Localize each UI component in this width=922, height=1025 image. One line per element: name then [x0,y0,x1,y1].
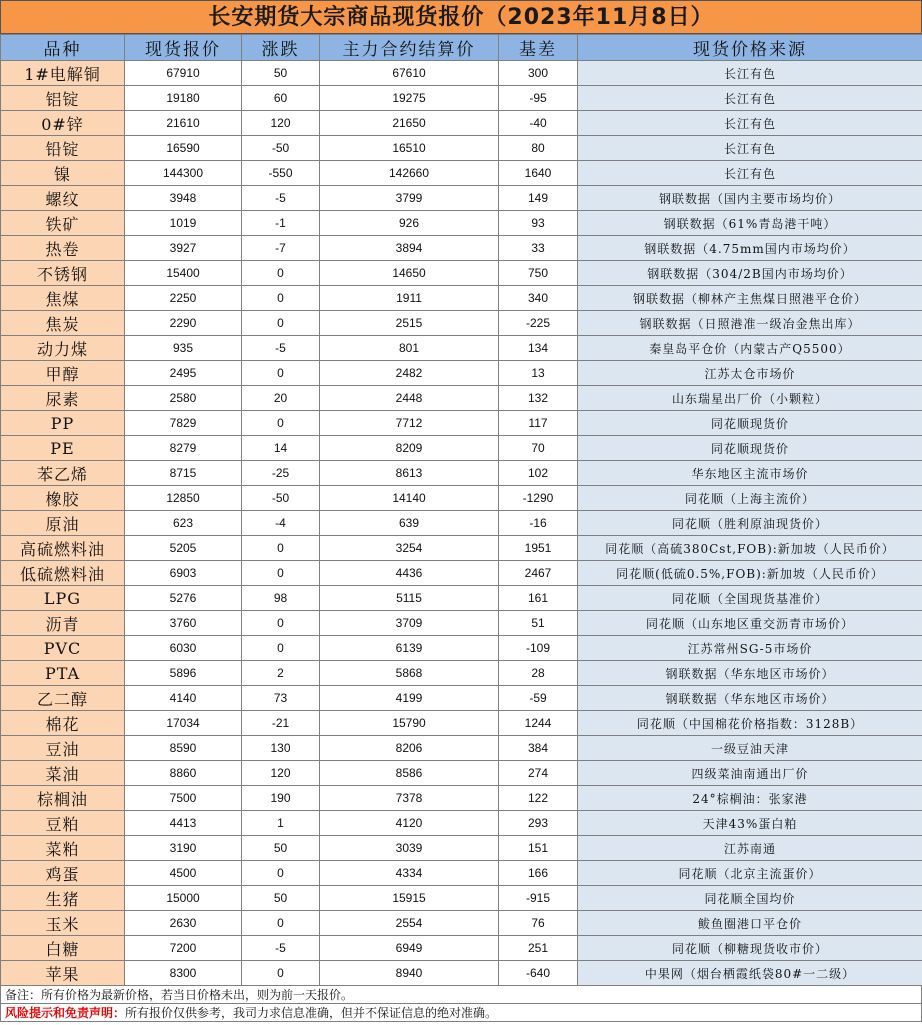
basis-cell: -1290 [499,486,578,511]
change-cell: -550 [242,161,320,186]
risk-label: 风险提示和免责声明： [5,1006,126,1020]
basis-cell: -640 [499,961,578,986]
settlement-cell: 4199 [320,686,499,711]
price-table [0,34,922,986]
change-cell: 0 [242,311,320,336]
change-cell: 50 [242,886,320,911]
source-cell: 长江有色 [578,161,922,186]
basis-cell: -915 [499,886,578,911]
table-row [1,961,922,986]
table-row [1,786,922,811]
change-cell: -5 [242,936,320,961]
table-row [1,436,922,461]
settlement-cell: 5868 [320,661,499,686]
basis-cell: 117 [499,411,578,436]
variety-cell: 0#锌 [1,111,125,136]
settlement-cell: 2448 [320,386,499,411]
change-cell: -50 [242,136,320,161]
source-cell: 长江有色 [578,86,922,111]
settlement-cell: 3894 [320,236,499,261]
spot-price-cell: 8300 [125,961,242,986]
variety-cell: 鸡蛋 [1,861,125,886]
basis-cell: 149 [499,186,578,211]
settlement-cell: 1911 [320,286,499,311]
variety-cell: LPG [1,586,125,611]
header-row [1,35,922,61]
settlement-cell: 7378 [320,786,499,811]
source-cell: 同花顺现货价 [578,411,922,436]
spot-price-cell: 2580 [125,386,242,411]
change-cell: -5 [242,186,320,211]
change-cell: 130 [242,736,320,761]
table-row [1,86,922,111]
change-cell: 0 [242,561,320,586]
variety-cell: 豆油 [1,736,125,761]
settlement-cell: 4436 [320,561,499,586]
table-row [1,336,922,361]
spot-price-cell: 7200 [125,936,242,961]
table-row [1,211,922,236]
source-cell: 鲅鱼圈港口平仓价 [578,911,922,936]
variety-cell: 动力煤 [1,336,125,361]
variety-cell: 焦煤 [1,286,125,311]
basis-cell: 274 [499,761,578,786]
settlement-cell: 16510 [320,136,499,161]
spot-price-cell: 5205 [125,536,242,561]
table-row [1,736,922,761]
basis-cell: 51 [499,611,578,636]
change-cell: -1 [242,211,320,236]
table-row [1,636,922,661]
basis-cell: 251 [499,936,578,961]
basis-cell: -40 [499,111,578,136]
variety-cell: 棉花 [1,711,125,736]
basis-cell: 80 [499,136,578,161]
variety-cell: 尿素 [1,386,125,411]
basis-cell: -59 [499,686,578,711]
spot-price-cell: 7500 [125,786,242,811]
spot-price-cell: 144300 [125,161,242,186]
spot-price-cell: 17034 [125,711,242,736]
spot-price-cell: 16590 [125,136,242,161]
variety-cell: 生猪 [1,886,125,911]
risk-disclaimer [0,1004,922,1022]
settlement-cell: 67610 [320,61,499,86]
basis-cell: 76 [499,911,578,936]
source-cell: 长江有色 [578,136,922,161]
variety-cell: 菜粕 [1,836,125,861]
settlement-cell: 15915 [320,886,499,911]
settlement-cell: 8586 [320,761,499,786]
basis-cell: 293 [499,811,578,836]
spot-price-cell: 67910 [125,61,242,86]
basis-cell: 33 [499,236,578,261]
spot-price-cell: 21610 [125,111,242,136]
settlement-cell: 801 [320,336,499,361]
table-row [1,711,922,736]
source-cell: 同花顺全国均价 [578,886,922,911]
variety-cell: 乙二醇 [1,686,125,711]
settlement-cell: 4120 [320,811,499,836]
settlement-cell: 21650 [320,111,499,136]
table-row [1,486,922,511]
settlement-cell: 4334 [320,861,499,886]
spot-price-cell: 2495 [125,361,242,386]
change-cell: 120 [242,761,320,786]
change-cell: 120 [242,111,320,136]
settlement-cell: 2515 [320,311,499,336]
change-cell: 1 [242,811,320,836]
settlement-cell: 142660 [320,161,499,186]
settlement-cell: 6949 [320,936,499,961]
basis-cell: -95 [499,86,578,111]
table-row [1,586,922,611]
change-cell: 14 [242,436,320,461]
basis-cell: 1640 [499,161,578,186]
change-cell: 0 [242,261,320,286]
basis-cell: 1244 [499,711,578,736]
spot-price-cell: 4413 [125,811,242,836]
table-row [1,236,922,261]
basis-cell: 151 [499,836,578,861]
spot-price-cell: 3948 [125,186,242,211]
table-row [1,261,922,286]
source-cell: 同花顺(低硫0.5%,FOB):新加坡（人民币价） [578,561,922,586]
basis-cell: 300 [499,61,578,86]
variety-cell: 焦炭 [1,311,125,336]
source-cell: 华东地区主流市场价 [578,461,922,486]
table-row [1,911,922,936]
table-row [1,836,922,861]
sheet-title: 长安期货大宗商品现货报价（2023年11月8日） [0,0,922,34]
change-cell: 60 [242,86,320,111]
variety-cell: 棕榈油 [1,786,125,811]
change-cell: -7 [242,236,320,261]
source-cell: 钢联数据（304/2B国内市场均价） [578,261,922,286]
source-cell: 钢联数据（4.75mm国内市场均价） [578,236,922,261]
table-row [1,411,922,436]
risk-text: 所有报价仅供参考，我司力求信息准确，但并不保证信息的绝对准确。 [125,1006,498,1020]
source-cell: 同花顺（高硫380Cst,FOB):新加坡（人民币价） [578,536,922,561]
variety-cell: 1#电解铜 [1,61,125,86]
change-cell: -21 [242,711,320,736]
change-cell: 0 [242,961,320,986]
settlement-cell: 639 [320,511,499,536]
basis-cell: -225 [499,311,578,336]
settlement-cell: 2482 [320,361,499,386]
settlement-cell: 7712 [320,411,499,436]
change-cell: 2 [242,661,320,686]
spot-price-cell: 8715 [125,461,242,486]
source-cell: 钢联数据（日照港准一级冶金焦出库） [578,311,922,336]
variety-cell: 甲醇 [1,361,125,386]
source-cell: 长江有色 [578,61,922,86]
variety-cell: 铁矿 [1,211,125,236]
settlement-cell: 2554 [320,911,499,936]
basis-cell: -16 [499,511,578,536]
basis-cell: 93 [499,211,578,236]
settlement-cell: 5115 [320,586,499,611]
spot-price-cell: 3927 [125,236,242,261]
source-cell: 江苏南通 [578,836,922,861]
spot-price-cell: 6903 [125,561,242,586]
basis-cell: 13 [499,361,578,386]
table-row [1,461,922,486]
table-row [1,561,922,586]
source-cell: 江苏太仓市场价 [578,361,922,386]
change-cell: 73 [242,686,320,711]
table-row [1,136,922,161]
change-cell: -50 [242,486,320,511]
variety-cell: 玉米 [1,911,125,936]
change-cell: 0 [242,361,320,386]
source-cell: 钢联数据（国内主要市场均价） [578,186,922,211]
footnote: 备注：所有价格为最新价格，若当日价格未出，则为前一天报价。 [0,986,922,1004]
change-cell: -5 [242,336,320,361]
basis-cell: 122 [499,786,578,811]
basis-cell: 2467 [499,561,578,586]
basis-cell: 384 [499,736,578,761]
source-cell: 山东瑞星出厂价（小颗粒） [578,386,922,411]
source-cell: 钢联数据（61%青岛港干吨） [578,211,922,236]
variety-cell: 热卷 [1,236,125,261]
table-row [1,611,922,636]
source-cell: 长江有色 [578,111,922,136]
table-row [1,661,922,686]
settlement-cell: 6139 [320,636,499,661]
change-cell: 98 [242,586,320,611]
change-cell: 0 [242,286,320,311]
table-row [1,186,922,211]
settlement-cell: 3709 [320,611,499,636]
change-cell: 20 [242,386,320,411]
source-cell: 江苏常州SG-5市场价 [578,636,922,661]
spot-price-cell: 3760 [125,611,242,636]
change-cell: 50 [242,836,320,861]
spot-price-cell: 5896 [125,661,242,686]
basis-cell: -109 [499,636,578,661]
source-cell: 钢联数据（柳林产主焦煤日照港平仓价） [578,286,922,311]
basis-cell: 102 [499,461,578,486]
spot-price-cell: 623 [125,511,242,536]
basis-cell: 340 [499,286,578,311]
spot-price-cell: 935 [125,336,242,361]
table-row [1,161,922,186]
table-row [1,686,922,711]
change-cell: 50 [242,61,320,86]
source-cell: 一级豆油天津 [578,736,922,761]
column-header-basis: 基差 [499,35,578,61]
spot-price-cell: 15000 [125,886,242,911]
spot-price-cell: 4500 [125,861,242,886]
table-row [1,761,922,786]
variety-cell: 不锈钢 [1,261,125,286]
column-header-settlement: 主力合约结算价 [320,35,499,61]
source-cell: 同花顺（胜利原油现货价） [578,511,922,536]
variety-cell: 苯乙烯 [1,461,125,486]
variety-cell: 沥青 [1,611,125,636]
spot-price-cell: 2290 [125,311,242,336]
variety-cell: PTA [1,661,125,686]
spot-price-cell: 19180 [125,86,242,111]
column-header-variety: 品种 [1,35,125,61]
variety-cell: 铅锭 [1,136,125,161]
settlement-cell: 14140 [320,486,499,511]
table-row [1,386,922,411]
spot-price-cell: 6030 [125,636,242,661]
change-cell: 0 [242,411,320,436]
change-cell: 0 [242,911,320,936]
column-header-change: 涨跌 [242,35,320,61]
change-cell: 0 [242,611,320,636]
column-header-source: 现货价格来源 [578,35,922,61]
variety-cell: 螺纹 [1,186,125,211]
settlement-cell: 15790 [320,711,499,736]
spot-price-cell: 12850 [125,486,242,511]
basis-cell: 161 [499,586,578,611]
change-cell: 0 [242,536,320,561]
source-cell: 同花顺（上海主流价） [578,486,922,511]
settlement-cell: 14650 [320,261,499,286]
table-row [1,111,922,136]
source-cell: 同花顺（山东地区重交沥青市场价） [578,611,922,636]
spot-price-cell: 2250 [125,286,242,311]
settlement-cell: 8940 [320,961,499,986]
variety-cell: 苹果 [1,961,125,986]
spot-price-cell: 8860 [125,761,242,786]
variety-cell: 高硫燃料油 [1,536,125,561]
settlement-cell: 926 [320,211,499,236]
basis-cell: 166 [499,861,578,886]
spot-price-cell: 8279 [125,436,242,461]
settlement-cell: 8206 [320,736,499,761]
change-cell: 0 [242,636,320,661]
table-row [1,936,922,961]
change-cell: -25 [242,461,320,486]
table-row [1,886,922,911]
variety-cell: PVC [1,636,125,661]
table-row [1,361,922,386]
settlement-cell: 3039 [320,836,499,861]
table-row [1,286,922,311]
table-row [1,811,922,836]
table-body [1,61,922,986]
source-cell: 同花顺（柳糖现货收市价） [578,936,922,961]
table-row [1,311,922,336]
source-cell: 同花顺（北京主流蛋价） [578,861,922,886]
spot-price-cell: 2630 [125,911,242,936]
table-row [1,861,922,886]
spot-price-cell: 15400 [125,261,242,286]
spot-price-cell: 1019 [125,211,242,236]
table-row [1,511,922,536]
source-cell: 同花顺（全国现货基准价） [578,586,922,611]
basis-cell: 134 [499,336,578,361]
change-cell: -4 [242,511,320,536]
settlement-cell: 19275 [320,86,499,111]
source-cell: 秦皇岛平仓价（内蒙古产Q5500） [578,336,922,361]
source-cell: 钢联数据（华东地区市场价） [578,661,922,686]
variety-cell: PE [1,436,125,461]
table-row [1,61,922,86]
basis-cell: 70 [499,436,578,461]
spot-price-cell: 4140 [125,686,242,711]
variety-cell: 低硫燃料油 [1,561,125,586]
settlement-cell: 3799 [320,186,499,211]
source-cell: 钢联数据（华东地区市场价） [578,686,922,711]
column-header-spot-price: 现货报价 [125,35,242,61]
change-cell: 0 [242,861,320,886]
variety-cell: 原油 [1,511,125,536]
change-cell: 190 [242,786,320,811]
variety-cell: 菜油 [1,761,125,786]
settlement-cell: 3254 [320,536,499,561]
source-cell: 天津43%蛋白粕 [578,811,922,836]
spot-price-cell: 8590 [125,736,242,761]
source-cell: 同花顺（中国棉花价格指数：3128B） [578,711,922,736]
basis-cell: 132 [499,386,578,411]
spot-price-cell: 7829 [125,411,242,436]
variety-cell: PP [1,411,125,436]
variety-cell: 白糖 [1,936,125,961]
source-cell: 中果网（烟台栖霞纸袋80#一二级） [578,961,922,986]
spot-price-cell: 5276 [125,586,242,611]
spot-price-cell: 3190 [125,836,242,861]
basis-cell: 1951 [499,536,578,561]
basis-cell: 28 [499,661,578,686]
variety-cell: 豆粕 [1,811,125,836]
variety-cell: 镍 [1,161,125,186]
table-row [1,536,922,561]
settlement-cell: 8209 [320,436,499,461]
basis-cell: 750 [499,261,578,286]
variety-cell: 橡胶 [1,486,125,511]
source-cell: 24°棕榈油：张家港 [578,786,922,811]
variety-cell: 铝锭 [1,86,125,111]
source-cell: 同花顺现货价 [578,436,922,461]
source-cell: 四级菜油南通出厂价 [578,761,922,786]
settlement-cell: 8613 [320,461,499,486]
